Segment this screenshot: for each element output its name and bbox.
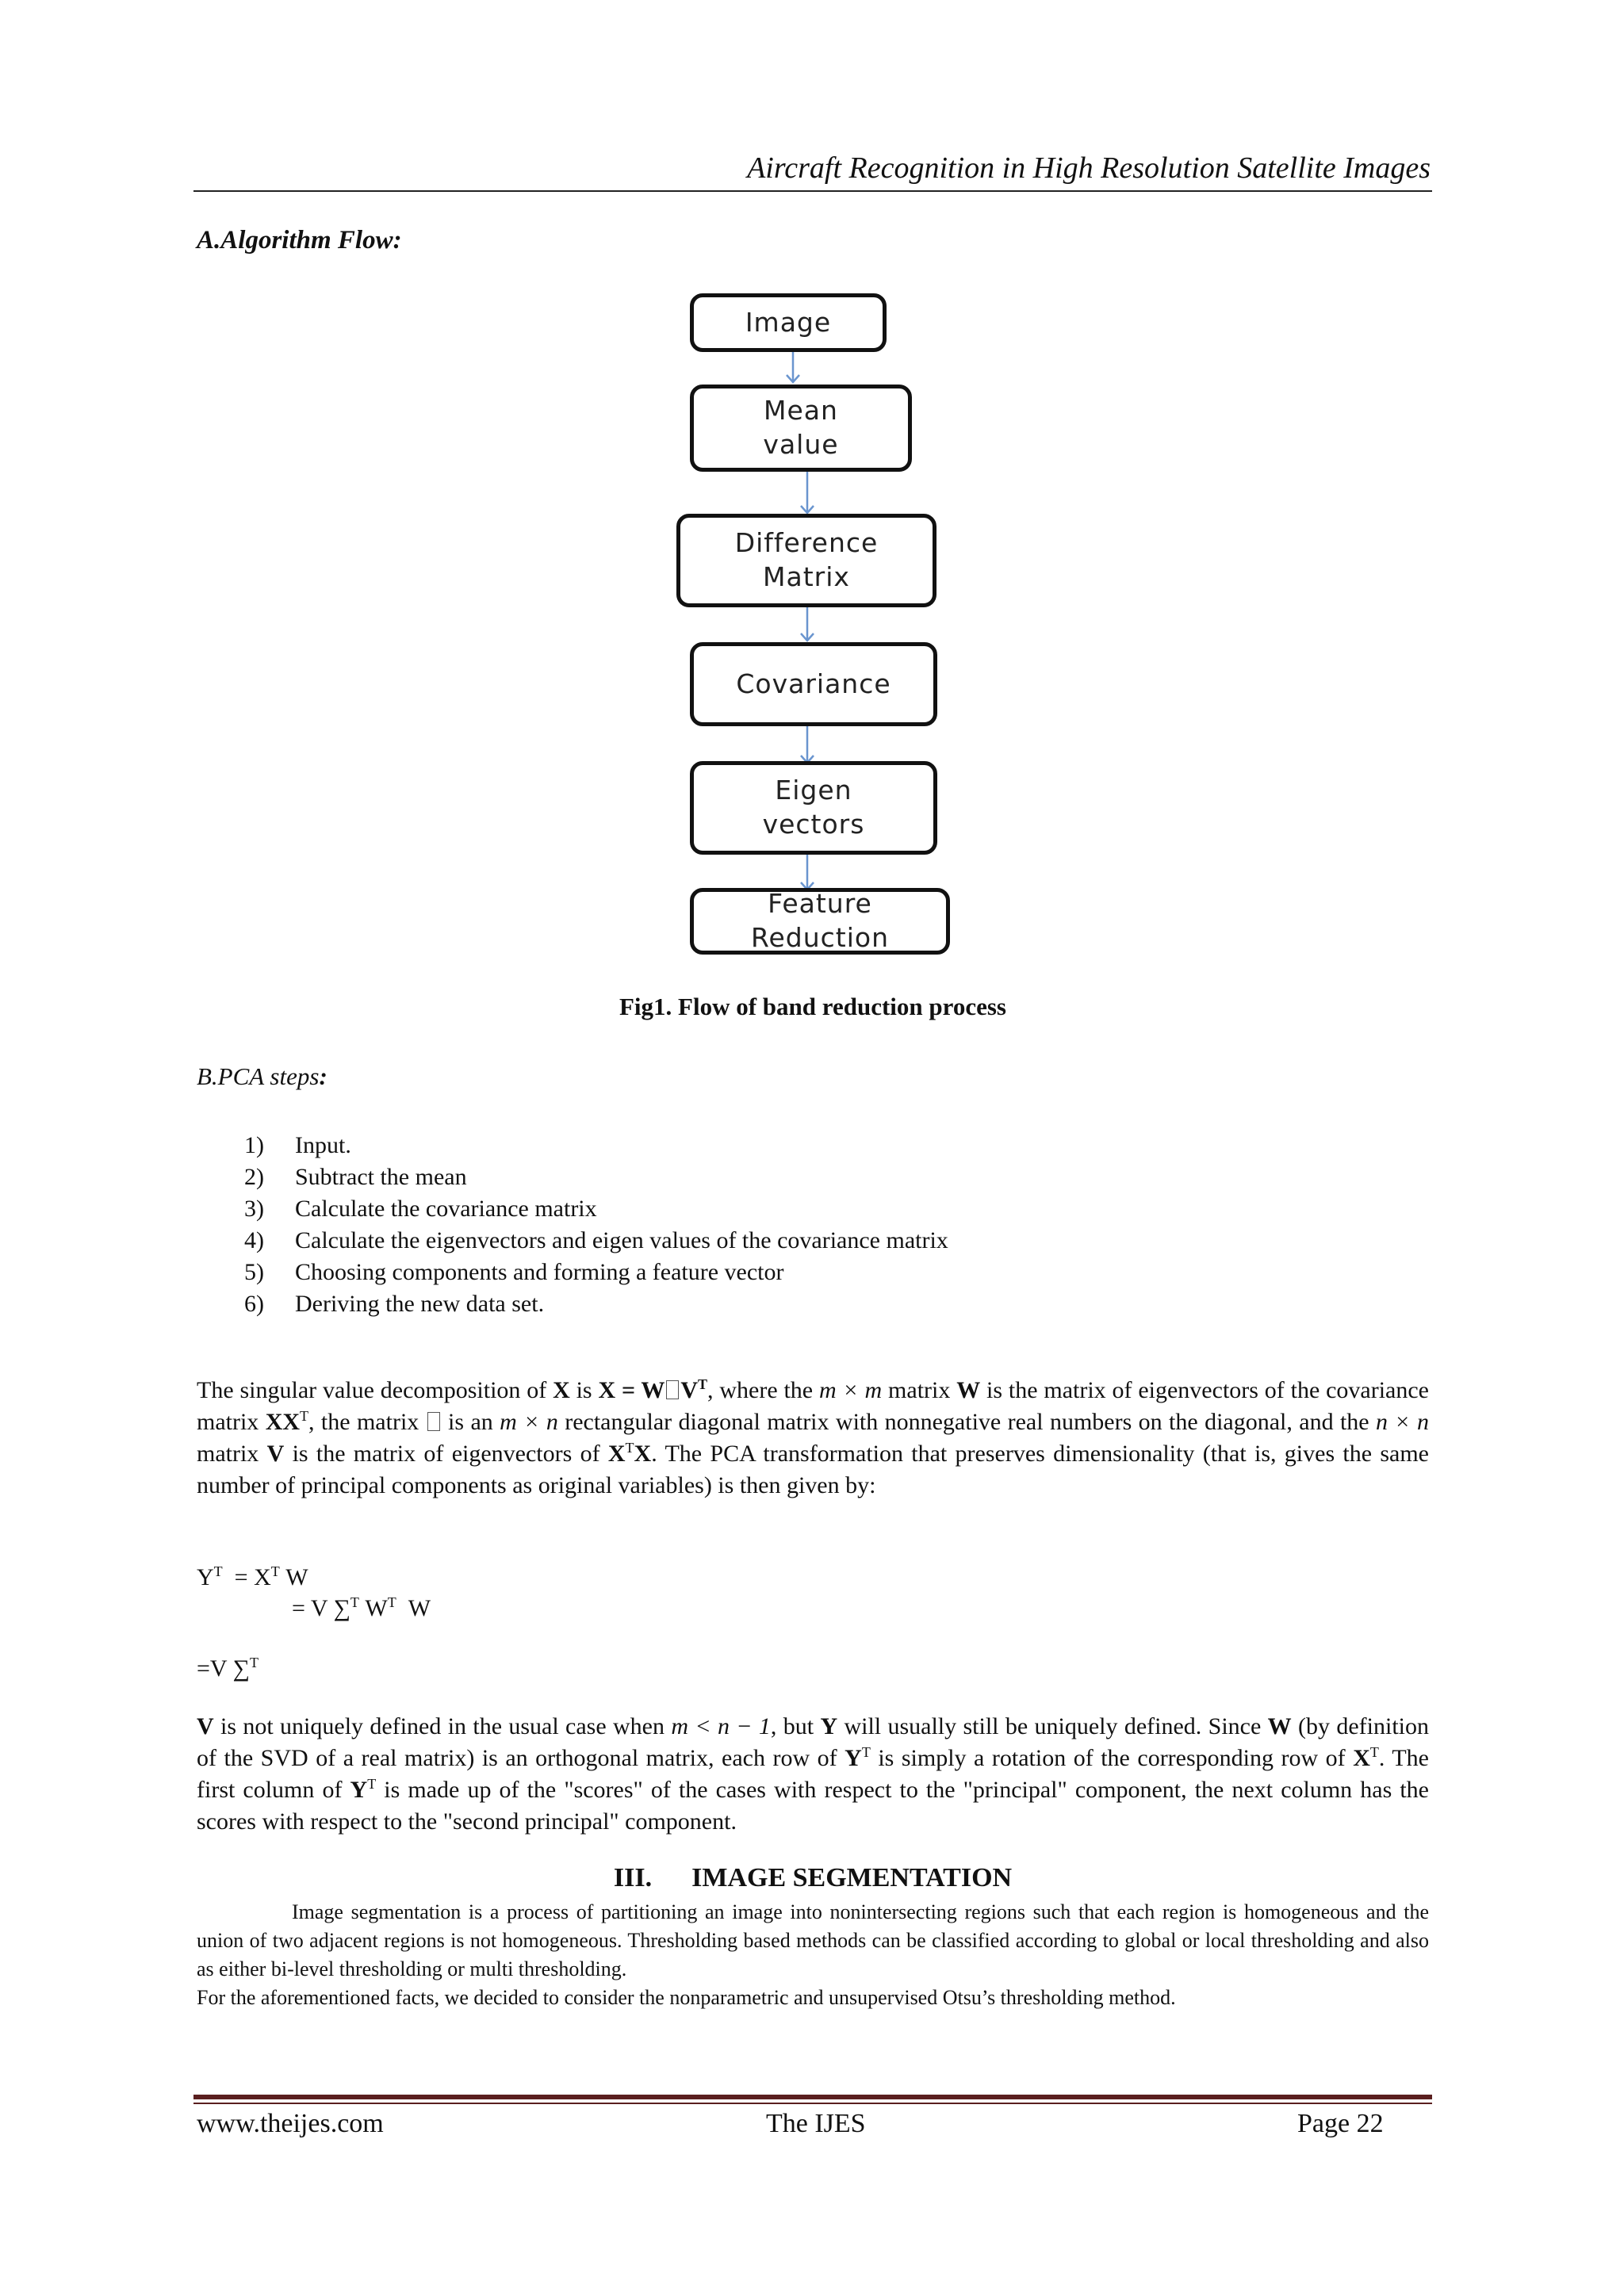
equation-line-2: = V ∑$^T$ $W^T$ W xyxy=(292,1594,431,1621)
flow-box-difference-matrix: Difference Matrix xyxy=(676,514,936,607)
segmentation-paragraph-2: For the aforementioned facts, we decided to consider the nonparametric and unsupervised Otsu’s thresholding method. xyxy=(197,1986,1176,2009)
flow-box-covariance: Covariance xyxy=(690,642,937,726)
figure-caption: Fig1. Flow of band reduction process xyxy=(619,993,1006,1020)
section-b-heading: B.PCA steps: xyxy=(197,1062,327,1090)
flow-arrow-2 xyxy=(674,472,959,515)
section-iii-heading: III. IMAGE SEGMENTATION xyxy=(613,1863,1013,1892)
list-item: 5) Choosing components and forming a feature vector xyxy=(244,1259,784,1285)
segmentation-paragraph-1: Image segmentation is a process of partitioning an image into nonintersecting regions such that each region is homogeneous and the union of two adjacent regions is not homogeneous. Thresholding based methods can be classified according to global or local thresholding and also as either bi-level thresholding or multi thresholding. xyxy=(197,1900,1429,1980)
footer-rule-thick xyxy=(193,2095,1432,2099)
flow-box-mean-value: Mean value xyxy=(690,385,912,472)
equation-line-1: $Y^T = X^T$ W xyxy=(197,1563,308,1590)
v-paragraph: V is not uniquely defined in the usual case when m < n − 1, but Y will usually still be uniquely defined. Since W (by definition of the SVD of a real matrix) is an orthogonal matrix, each row of $Y^T$ is simply a rotation of the corresponding row of $X^T$. The first column of $Y^T$ is made up of the "scores" of the cases with respect to the "principal" component, the next column has the scores with respect to the "second principal" component. xyxy=(197,1713,1429,1835)
list-item: 3) Calculate the covariance matrix xyxy=(244,1196,597,1222)
list-item: 2) Subtract the mean xyxy=(244,1164,467,1190)
flow-arrow-4 xyxy=(674,726,959,766)
footer-website: www.theijes.com xyxy=(197,2109,384,2138)
footer-rule-thin xyxy=(193,2103,1432,2104)
flow-box-eigen-vectors: Eigen vectors xyxy=(690,761,937,855)
list-item: 6) Deriving the new data set. xyxy=(244,1291,545,1317)
section-a-heading: A.Algorithm Flow: xyxy=(197,226,402,254)
equation-line-3: =V ∑$^T$ xyxy=(197,1655,259,1682)
svd-paragraph: The singular value decomposition of X is X = W $V^T$, where the m × m matrix W is the matrix of eigenvectors of the covariance matrix $XX^T$, the matrix is an m × n rectangular diagonal matrix with nonnegative real numbers on the diagonal, and the n × n matrix V is the matrix of eigenvectors of $X^TX$. The PCA transformation that preserves dimensionality (that is, gives the same number of principal components as original variables) is then given by: xyxy=(197,1376,1430,1498)
flow-arrow-1 xyxy=(674,352,959,385)
header-rule xyxy=(193,190,1432,192)
footer-journal: The IJES xyxy=(766,2109,866,2138)
flowchart xyxy=(674,285,959,959)
missing-glyph-icon xyxy=(427,1412,440,1431)
missing-glyph-icon xyxy=(666,1380,679,1399)
flow-arrow-3 xyxy=(674,607,959,643)
list-item: 1) Input. xyxy=(244,1132,351,1158)
footer-page-number: Page 22 xyxy=(1297,2109,1384,2138)
running-head: Aircraft Recognition in High Resolution Satellite Images xyxy=(747,151,1431,185)
list-item: 4) Calculate the eigenvectors and eigen values of the covariance matrix xyxy=(244,1227,948,1253)
flow-box-feature-reduction: Feature Reduction xyxy=(690,888,950,955)
flow-box-image: Image xyxy=(690,293,887,352)
pca-steps-list xyxy=(244,1130,948,1320)
